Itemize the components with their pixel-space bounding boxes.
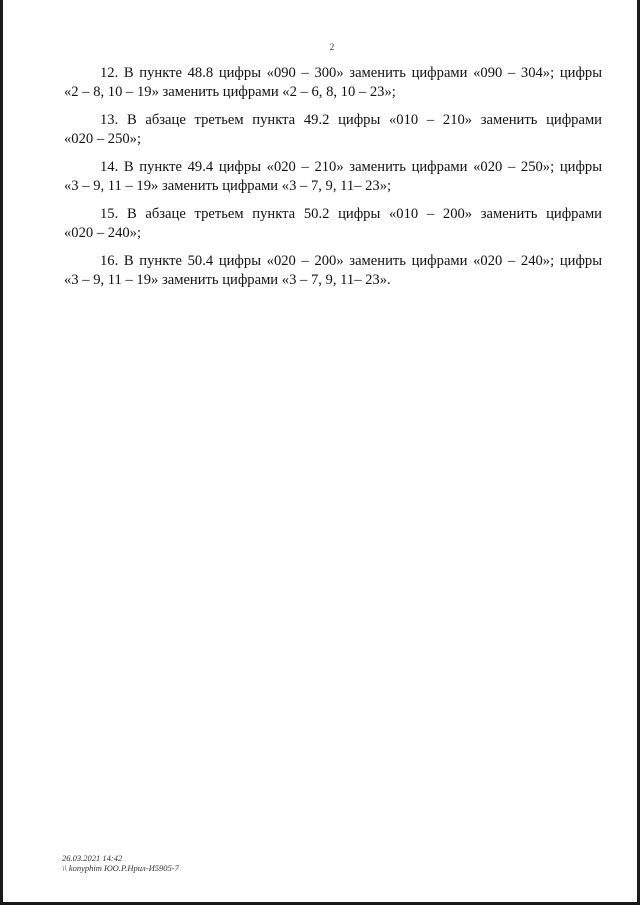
paragraph-line: «3 – 9, 11 – 19» заменить цифрами «3 – 7, 9, 11– 23»; — [64, 177, 392, 194]
paragraph-12 — [64, 64, 602, 101]
footer-file-reference: \\ konyphim ЮО.Р.Нрил-И5905-7 — [62, 863, 179, 873]
paragraph-13 — [64, 111, 602, 148]
paragraph-line: «2 – 8, 10 – 19» заменить цифрами «2 – 6, 8, 10 – 23»; — [64, 83, 396, 100]
paragraph-line: «020 – 250»; — [64, 130, 142, 147]
paragraph-16 — [64, 252, 602, 289]
paragraph-line: 14. В пункте 49.4 цифры «020 – 210» заменить цифрами «020 – 250»; цифры — [100, 159, 602, 175]
paragraph-line: 12. В пункте 48.8 цифры «090 – 300» заменить цифрами «090 – 304»; цифры — [100, 65, 602, 81]
scan-edge-left — [0, 0, 3, 905]
paragraph-14 — [64, 158, 602, 195]
paragraph-line: 16. В пункте 50.4 цифры «020 – 200» заменить цифрами «020 – 240»; цифры — [100, 253, 602, 269]
footer-timestamp: 26.03.2021 14:42 — [62, 853, 123, 863]
paragraph-15 — [64, 205, 602, 242]
paragraph-line: «020 – 240»; — [64, 224, 142, 241]
paragraph-line: 13. В абзаце третьем пункта 49.2 цифры «010 – 210» заменить цифрами — [100, 112, 602, 128]
paragraph-line: 15. В абзаце третьем пункта 50.2 цифры «010 – 200» заменить цифрами — [100, 206, 602, 222]
paragraph-line: «3 – 9, 11 – 19» заменить цифрами «3 – 7, 9, 11– 23». — [64, 271, 391, 288]
document-body — [64, 64, 602, 299]
document-footer — [62, 853, 179, 873]
page-number: 2 — [329, 42, 335, 52]
